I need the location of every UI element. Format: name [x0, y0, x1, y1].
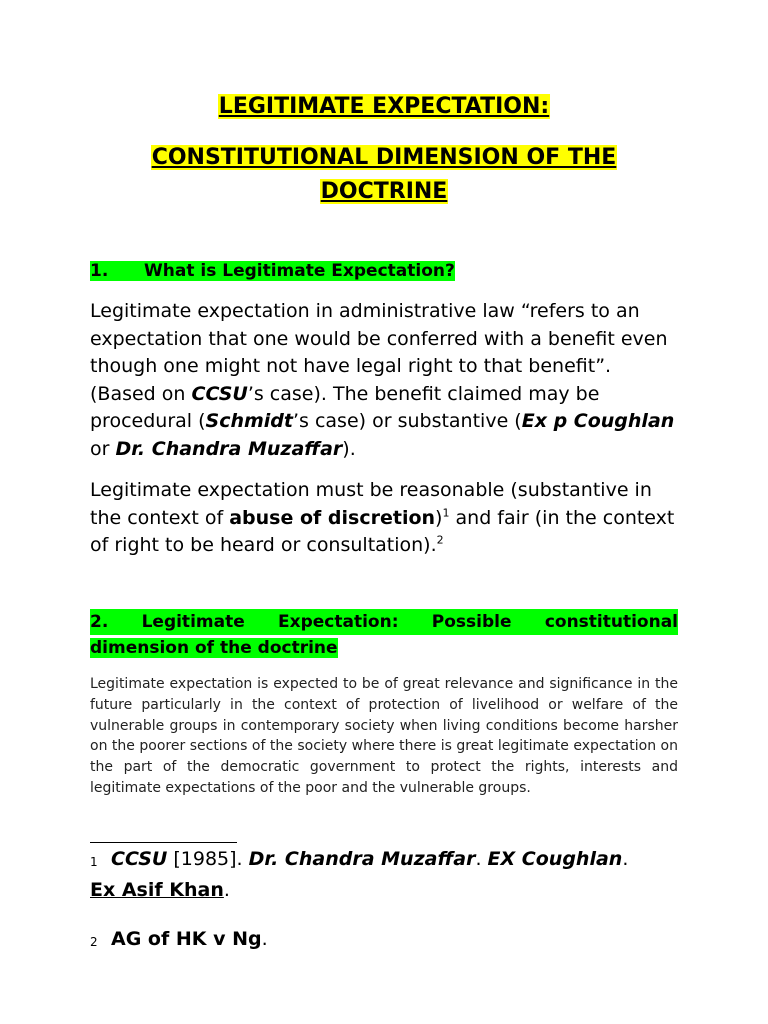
para1-text-5: ). — [342, 437, 356, 460]
section-1-heading-highlight — [90, 261, 455, 281]
footnote-1-sep-1: . — [475, 848, 488, 870]
case-schmidt: Schmidt — [205, 410, 293, 432]
footnote-ref-1[interactable]: 1 — [442, 506, 450, 520]
footnote-2-mark: 2 — [90, 935, 98, 949]
case-muzaffar: Dr. Chandra Muzaffar — [115, 437, 343, 460]
footnote-1-mark: 1 — [90, 855, 98, 869]
document-title — [90, 90, 678, 124]
para1-text-4: or — [90, 437, 116, 460]
para2-text-2: ) — [435, 506, 443, 529]
document-subtitle — [90, 141, 678, 209]
section-2-paragraph: Legitimate expectation is expected to be of great relevance and significance in the future particularly in the context of protection of livelihood or welfare of the vulnerable groups in contemporary society when living conditions become harsher on the poorer sections of the society where there is great legitimate expectation on the part of the democratic government to protect the rights, interests and legitimate expectations of the poor and the vulnerable groups. — [90, 676, 678, 796]
section-2-word-1: Legitimate — [141, 612, 245, 632]
section-2-word-3: Possible — [431, 612, 512, 632]
footnote-1-year: [1985]. — [167, 848, 249, 870]
title-line-1: LEGITIMATE EXPECTATION: — [218, 94, 550, 119]
footnote-1-ccsu: CCSU — [111, 848, 168, 870]
section-1-paragraph-2 — [90, 477, 678, 560]
footnote-ref-2[interactable]: 2 — [436, 533, 444, 547]
para2-text-1: Legitimate expectation must be reasonable (substantive in the context of — [90, 479, 652, 529]
footnote-1-coughlan: EX Coughlan — [487, 848, 623, 870]
footnote-2-case: AG of HK v Ng — [111, 928, 262, 950]
section-2-heading-line-1 — [90, 609, 678, 635]
section-1-heading — [90, 258, 678, 284]
para1-text-2: ’s case). The benefit claimed may be procedural ( — [90, 382, 600, 432]
title-line-2b: DOCTRINE — [320, 179, 448, 204]
para2-text-3: and fair (in the context of right to be heard or consultation). — [90, 506, 675, 556]
footnote-1-muzaffar: Dr. Chandra Muzaffar — [248, 848, 476, 870]
para1-text-3: ’s case) or substantive ( — [292, 410, 522, 432]
footnote-1-sep-2: . — [622, 848, 629, 870]
para1-text-1: Legitimate expectation in administrative law “refers to an expectation that one would be conferred with a benefit even though one might not have legal right to that benefit”. (Based on — [90, 300, 668, 405]
section-1-number: 1. — [90, 261, 109, 281]
case-ccsu: CCSU — [191, 382, 248, 405]
footnote-2-end: . — [261, 928, 268, 950]
footnote-1 — [90, 845, 678, 904]
case-coughlan: Ex p Coughlan — [521, 410, 675, 432]
section-2-number: 2. — [90, 612, 109, 632]
footnote-1-asif-khan: Ex Asif Khan — [90, 879, 224, 901]
section-2-heading — [90, 609, 678, 661]
section-1-title: What is Legitimate Expectation? — [144, 261, 455, 281]
section-2-heading-line-2: dimension of the doctrine — [90, 638, 338, 658]
section-1-paragraph-1 — [90, 298, 678, 463]
section-2-word-4: constitutional — [544, 612, 679, 632]
footnote-2 — [90, 925, 678, 956]
title-line-2a: CONSTITUTIONAL DIMENSION OF THE — [151, 145, 617, 170]
footnote-1-end: . — [223, 879, 230, 901]
footnote-separator — [90, 842, 237, 843]
section-2-word-2: Expectation: — [278, 612, 399, 632]
abuse-of-discretion: abuse of discretion — [229, 506, 436, 529]
